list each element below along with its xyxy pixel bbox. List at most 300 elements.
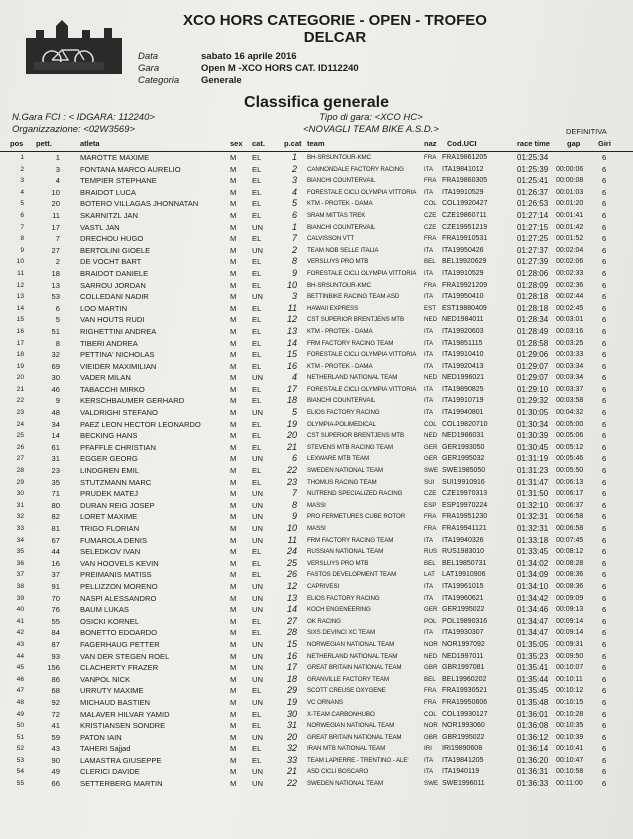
category-position: 13 — [286, 325, 297, 336]
category: UN — [252, 500, 263, 510]
athlete-name: LINDGREN EMIL — [80, 466, 140, 476]
col-header: sex — [230, 139, 243, 148]
uci-code: NED1997011 — [442, 652, 484, 660]
team-name: ELIOS FACTORY RACING — [307, 409, 380, 417]
position: 53 — [16, 756, 24, 764]
sex: M — [230, 674, 237, 684]
gap: 00:08:28 — [556, 559, 584, 567]
category: EL — [252, 280, 262, 290]
table-row — [0, 256, 633, 268]
category-position: 17 — [286, 383, 297, 394]
col-header: team — [307, 139, 325, 148]
position: 33 — [16, 525, 24, 532]
nationality: EST — [424, 304, 437, 312]
category: EL — [252, 477, 262, 487]
race-time: 01:29:10 — [517, 384, 549, 394]
position: 8 — [20, 235, 24, 243]
race-type — [296, 112, 446, 136]
bib-number: 5 — [55, 315, 60, 325]
table-row — [0, 187, 633, 199]
athlete-name: VANPOL NICK — [80, 674, 131, 684]
category-position: 17 — [286, 662, 297, 673]
laps: 6 — [602, 176, 607, 186]
nationality: CZE — [424, 490, 437, 498]
table-row — [0, 616, 633, 628]
col-header: race time — [517, 139, 550, 148]
athlete-name: RIGHETTINI ANDREA — [80, 326, 157, 336]
laps: 6 — [602, 384, 607, 394]
organization-code: Organizzazione: <02W3569> — [12, 124, 136, 135]
uci-code: ITA19910410 — [442, 351, 484, 359]
table-row — [0, 581, 633, 593]
category: EL — [252, 176, 262, 186]
team-name: CST SUPERIOR BRENTJENS MTB — [307, 432, 404, 440]
gap: 00:09:13 — [556, 606, 584, 614]
category: UN — [252, 524, 263, 533]
team-name: NUTREND SPECIALIZED RACING — [307, 490, 403, 498]
uci-code: POL19890316 — [442, 617, 488, 625]
laps: 6 — [602, 686, 607, 696]
laps: 6 — [602, 361, 607, 371]
meta-row — [138, 63, 359, 75]
bib-number: 66 — [51, 779, 60, 789]
position: 28 — [16, 467, 24, 475]
team-name: CAPRIVESI — [307, 582, 340, 590]
team-name: IRAN MTB NATIONAL TEAM — [307, 745, 386, 753]
nationality: SWE — [424, 780, 439, 788]
sex: M — [230, 199, 237, 209]
team-name: OK RACING — [307, 617, 341, 625]
nationality: POL — [424, 617, 437, 625]
athlete-name: BRAIDOT DANIELE — [80, 268, 149, 278]
category: EL — [252, 153, 262, 162]
gap: 00:05:46 — [556, 455, 584, 463]
team-name: STEVENS MTB RACING TEAM — [307, 443, 393, 451]
gap: 00:03:34 — [556, 374, 584, 382]
team-name: NORWEGIAN NATIONAL TEAM — [307, 722, 395, 730]
athlete-name: VADER MILAN — [80, 373, 131, 383]
position: 49 — [16, 710, 24, 718]
gap: 00:02:45 — [556, 304, 584, 312]
race-time: 01:35:48 — [517, 697, 549, 707]
athlete-name: LORET MAXIME — [80, 512, 138, 522]
position: 41 — [16, 617, 24, 625]
nationality: ITA — [424, 362, 434, 370]
category-position: 19 — [286, 418, 297, 429]
athlete-name: FAGERHAUG PETTER — [80, 639, 160, 649]
uci-code: NED1984011 — [442, 316, 484, 324]
category-position: 12 — [286, 314, 297, 325]
category-position: 8 — [291, 256, 297, 267]
athlete-name: DE VOCHT BART — [80, 257, 142, 267]
team-name: FORESTALE CICLI OLYMPIA VITTORIA — [307, 269, 417, 277]
athlete-name: VAN HOUTS RUDI — [80, 315, 145, 325]
race-time: 01:28:06 — [517, 268, 549, 278]
nationality: ITA — [424, 768, 434, 776]
gap: 00:10:11 — [556, 675, 583, 683]
bib-number: 35 — [51, 477, 60, 487]
team-name: KTM - PROTEK - DAMA — [307, 200, 373, 208]
category: EL — [252, 570, 262, 580]
bib-number: 11 — [52, 210, 60, 220]
sex: M — [230, 176, 237, 186]
category: EL — [252, 350, 262, 360]
race-time: 01:26:37 — [517, 187, 549, 197]
athlete-name: PETTINA' NICHOLAS — [80, 350, 155, 360]
table-row — [0, 720, 633, 732]
team-name: BIANCHI COUNTERVAIL — [307, 397, 376, 405]
race-time: 01:36:20 — [517, 755, 549, 765]
nationality: FRA — [424, 154, 437, 161]
nationality: FRA — [424, 525, 437, 532]
uci-code: ITA19910719 — [442, 397, 484, 405]
sex: M — [230, 338, 237, 348]
sex: M — [230, 581, 237, 591]
bib-number: 9 — [55, 396, 60, 406]
position: 31 — [16, 501, 24, 509]
nationality: BEL — [424, 559, 436, 567]
category-position: 5 — [291, 198, 297, 209]
meta-label: Categoria — [138, 75, 180, 86]
sex: M — [230, 303, 237, 313]
category: UN — [252, 535, 263, 545]
position: 25 — [16, 432, 24, 440]
race-time: 01:36:14 — [517, 744, 549, 754]
table-row — [0, 152, 633, 164]
race-time: 01:27:25 — [517, 234, 549, 244]
laps: 6 — [602, 326, 607, 336]
category: EL — [252, 338, 262, 348]
sex: M — [230, 697, 237, 707]
sex: M — [230, 245, 237, 255]
team-name: THOMUS RACING TEAM — [307, 478, 377, 486]
team-name: FRM FACTORY RACING TEAM — [307, 536, 394, 544]
category-position: 31 — [286, 720, 297, 731]
athlete-name: KRISTIANSEN SONDRE — [80, 721, 166, 731]
team-name: GREAT BRITAIN NATIONAL TEAM — [307, 664, 402, 672]
position: 30 — [16, 490, 24, 498]
team-name: RUSSIAN NATIONAL TEAM — [307, 548, 384, 556]
position: 9 — [20, 246, 24, 254]
nationality: CZE — [424, 211, 437, 219]
uci-code: BEL19850731 — [442, 559, 487, 567]
category: UN — [252, 779, 263, 789]
sex: M — [230, 210, 237, 220]
laps: 6 — [602, 268, 607, 278]
category: UN — [252, 454, 263, 464]
category: UN — [252, 593, 263, 603]
category-position: 2 — [291, 163, 297, 174]
laps: 6 — [602, 454, 607, 464]
category: UN — [252, 674, 263, 684]
uci-code: FRA19910531 — [442, 235, 488, 243]
sex: M — [230, 292, 237, 302]
athlete-name: URRUTY MAXIME — [80, 686, 144, 696]
table-row — [0, 395, 633, 407]
sex: M — [230, 454, 237, 464]
category: EL — [252, 721, 262, 731]
athlete-name: FONTANA MARCO AURELIO — [80, 164, 181, 174]
category-position: 29 — [286, 685, 297, 696]
table-row — [0, 569, 633, 581]
race-time: 01:29:07 — [517, 373, 549, 383]
team-name: BIANCHI COUNTERVAIL — [307, 223, 376, 231]
position: 34 — [16, 536, 24, 544]
uci-code: ITA19910529 — [442, 188, 484, 196]
table-row — [0, 523, 633, 535]
nationality: NED — [424, 652, 438, 660]
race-time: 01:25:41 — [517, 176, 549, 186]
category-position: 6 — [291, 453, 297, 464]
nationality: ITA — [424, 188, 434, 196]
nationality: FRA — [424, 235, 437, 243]
position: 46 — [16, 675, 24, 683]
table-row — [0, 198, 633, 210]
col-header: pos — [10, 139, 24, 148]
bib-number: 76 — [51, 605, 60, 615]
position: 20 — [16, 374, 24, 382]
position: 5 — [20, 200, 24, 208]
uci-code: NOR1993060 — [442, 722, 485, 730]
uci-code: CZE19860711 — [442, 211, 487, 219]
uci-code: ITA19961015 — [442, 582, 484, 590]
category-position: 7 — [291, 488, 297, 499]
uci-code: BEL19960202 — [442, 675, 487, 683]
gap: 00:03:25 — [556, 339, 584, 347]
table-row — [0, 651, 633, 663]
race-time: 01:34:10 — [517, 581, 549, 591]
table-row — [0, 164, 633, 176]
uci-code: ITA19851115 — [442, 339, 483, 347]
sex: M — [230, 153, 237, 162]
race-time: 01:33:18 — [517, 535, 549, 545]
category: EL — [252, 442, 262, 452]
gap: 00:02:44 — [556, 293, 584, 301]
athlete-name: DURAN REIG JOSEP — [80, 500, 155, 510]
position: 55 — [16, 780, 24, 788]
bib-number: 20 — [51, 199, 60, 209]
table-row — [0, 407, 633, 419]
race-ids — [12, 112, 155, 136]
category: EL — [252, 210, 262, 220]
nationality: ITA — [424, 269, 434, 277]
gap: 00:00:06 — [556, 165, 584, 173]
bib-number: 61 — [51, 442, 60, 452]
nationality: ITA — [424, 385, 434, 393]
category-position: 15 — [286, 638, 297, 649]
bib-number: 3 — [55, 164, 60, 174]
category-position: 2 — [291, 244, 297, 255]
race-time: 01:35:44 — [517, 674, 549, 684]
nationality: GBR — [424, 733, 438, 741]
laps: 6 — [602, 338, 607, 348]
position: 43 — [16, 640, 24, 648]
race-time: 01:34:02 — [517, 558, 549, 568]
race-time: 01:29:07 — [517, 361, 549, 371]
bib-number: 14 — [51, 431, 60, 441]
sex: M — [230, 628, 237, 638]
title-line-1: XCO HORS CATEGORIE - OPEN - TROFEO — [183, 12, 487, 29]
team-name: SRAM MITTAS TREK — [307, 211, 366, 219]
table-row — [0, 303, 633, 315]
laps: 6 — [602, 164, 607, 174]
category-position: 33 — [286, 754, 297, 765]
category-position: 20 — [286, 430, 297, 441]
laps: 6 — [602, 199, 607, 209]
position: 17 — [16, 339, 24, 347]
category: EL — [252, 744, 262, 754]
team-name: NETHERLAND NATIONAL TEAM — [307, 374, 398, 382]
category: EL — [252, 361, 262, 371]
sex: M — [230, 570, 237, 580]
nationality: GBR — [424, 664, 438, 672]
table-row — [0, 743, 633, 755]
gap: 00:07:45 — [556, 536, 584, 544]
nationality: GER — [424, 455, 438, 463]
table-row — [0, 233, 633, 245]
laps: 6 — [602, 350, 607, 360]
sex: M — [230, 431, 237, 441]
meta-label: Data — [138, 51, 159, 62]
uci-code: ITA19910529 — [442, 269, 484, 277]
sex: M — [230, 326, 237, 336]
category: EL — [252, 199, 262, 209]
athlete-name: COLLEDANI NADIR — [80, 292, 149, 302]
athlete-name: EGGER GEORG — [80, 454, 138, 464]
category-position: 6 — [291, 209, 297, 220]
race-time: 01:32:31 — [517, 524, 549, 533]
bib-number: 69 — [51, 361, 60, 371]
nationality: ITA — [424, 409, 434, 417]
team-name: ELIOS FACTORY RACING — [307, 594, 380, 602]
sex: M — [230, 779, 237, 789]
laps: 6 — [602, 535, 607, 545]
uci-code: ITA19890825 — [442, 385, 484, 393]
athlete-name: KERSCHBAUMER GERHARD — [80, 396, 185, 406]
bib-number: 80 — [51, 500, 60, 510]
category: EL — [252, 164, 262, 174]
gap: 00:06:17 — [556, 490, 584, 498]
athlete-name: BECKING HANS — [80, 431, 138, 441]
nationality: FRA — [424, 687, 437, 695]
team-name: FRM FACTORY RACING TEAM — [307, 339, 394, 347]
uci-code: CZE19951219 — [442, 223, 488, 231]
race-time: 01:31:50 — [517, 489, 549, 499]
bib-number: 43 — [51, 744, 60, 754]
gap: 00:02:33 — [556, 269, 584, 277]
table-row — [0, 222, 633, 234]
meta-value: sabato 16 aprile 2016 — [201, 51, 297, 62]
laps: 6 — [602, 639, 607, 649]
athlete-name: TRIGO FLORIAN — [80, 524, 140, 533]
sex: M — [230, 187, 237, 197]
team-name: SCOTT CREUSE OXYGENE — [307, 687, 386, 695]
team-name: BIANCHI COUNTERVAIL — [307, 177, 376, 185]
table-row — [0, 546, 633, 558]
category-position: 1 — [291, 221, 297, 232]
team-name: GREAT BRITAIN NATIONAL TEAM — [307, 733, 402, 741]
nationality: BEL — [424, 675, 436, 683]
sex: M — [230, 442, 237, 452]
category-position: 32 — [286, 743, 297, 754]
table-row — [0, 465, 633, 477]
title-line-2: DELCAR — [303, 29, 367, 46]
table-row — [0, 384, 633, 396]
position: 14 — [16, 304, 24, 312]
team-name: MASSI — [307, 501, 326, 509]
table-row — [0, 755, 633, 767]
race-time: 01:31:47 — [517, 477, 549, 487]
team-name: GRANVILLE FACTORY TEAM — [307, 675, 389, 683]
athlete-name: CLERICI DAVIDE — [80, 767, 140, 777]
category-position: 27 — [286, 615, 297, 626]
team-name: HAWAII EXPRESS — [307, 304, 359, 312]
bib-number: 27 — [51, 245, 60, 255]
uci-code: ITA19950426 — [442, 246, 484, 254]
nationality: SWE — [424, 467, 439, 475]
bib-number: 93 — [51, 651, 60, 661]
table-row — [0, 778, 633, 790]
sex: M — [230, 558, 237, 568]
gap: 00:03:34 — [556, 362, 584, 370]
gap: 00:09:09 — [556, 594, 584, 602]
uci-code: FRA19860305 — [442, 177, 488, 185]
sex: M — [230, 419, 237, 429]
race-time: 01:27:14 — [517, 210, 549, 220]
athlete-name: BRAIDOT LUCA — [80, 187, 136, 197]
sex: M — [230, 732, 237, 742]
bib-number: 30 — [51, 373, 60, 383]
category-position: 15 — [286, 349, 297, 360]
race-time: 01:36:01 — [517, 709, 549, 719]
category-position: 9 — [291, 267, 297, 278]
team-name: KOCH ENGENEERING — [307, 606, 371, 614]
organizing-team: <NOVAGLI TEAM BIKE A.S.D.> — [303, 124, 439, 135]
athlete-name: VASTL JAN — [80, 222, 120, 232]
nationality: LAT — [424, 571, 435, 579]
race-time: 01:30:39 — [517, 431, 549, 441]
gap: 00:10:15 — [556, 698, 584, 706]
category: EL — [252, 755, 262, 765]
uci-code: FRA19941121 — [442, 525, 487, 532]
race-time: 01:28:18 — [517, 292, 549, 302]
gap: 00:02:04 — [556, 246, 584, 254]
gap: 00:09:31 — [556, 640, 584, 648]
gap: 00:03:33 — [556, 351, 584, 359]
uci-code: ITA19841012 — [442, 165, 484, 173]
bib-number: 32 — [51, 350, 60, 360]
team-name: LEXWARE MTB TEAM — [307, 455, 370, 463]
bib-number: 71 — [51, 489, 60, 499]
athlete-name: PREIMANIS MATISS — [80, 570, 152, 580]
meta-value: Generale — [201, 75, 242, 86]
race-time: 01:35:05 — [517, 639, 549, 649]
position: 39 — [16, 594, 24, 602]
gap: 00:10:39 — [556, 733, 584, 741]
bib-number: 6 — [55, 303, 60, 313]
athlete-name: LOO MARTIN — [80, 303, 128, 313]
gap: 00:03:01 — [556, 316, 584, 324]
uci-code: GBR1997081 — [442, 664, 485, 672]
nationality: COL — [424, 200, 437, 208]
uci-code: FRA19921209 — [442, 281, 488, 289]
category-position: 21 — [286, 766, 297, 777]
uci-code: SWE1985050 — [442, 467, 486, 475]
category-position: 11 — [287, 534, 297, 545]
gap: 00:09:14 — [556, 617, 584, 625]
position: 12 — [16, 281, 24, 289]
laps: 6 — [602, 257, 607, 267]
